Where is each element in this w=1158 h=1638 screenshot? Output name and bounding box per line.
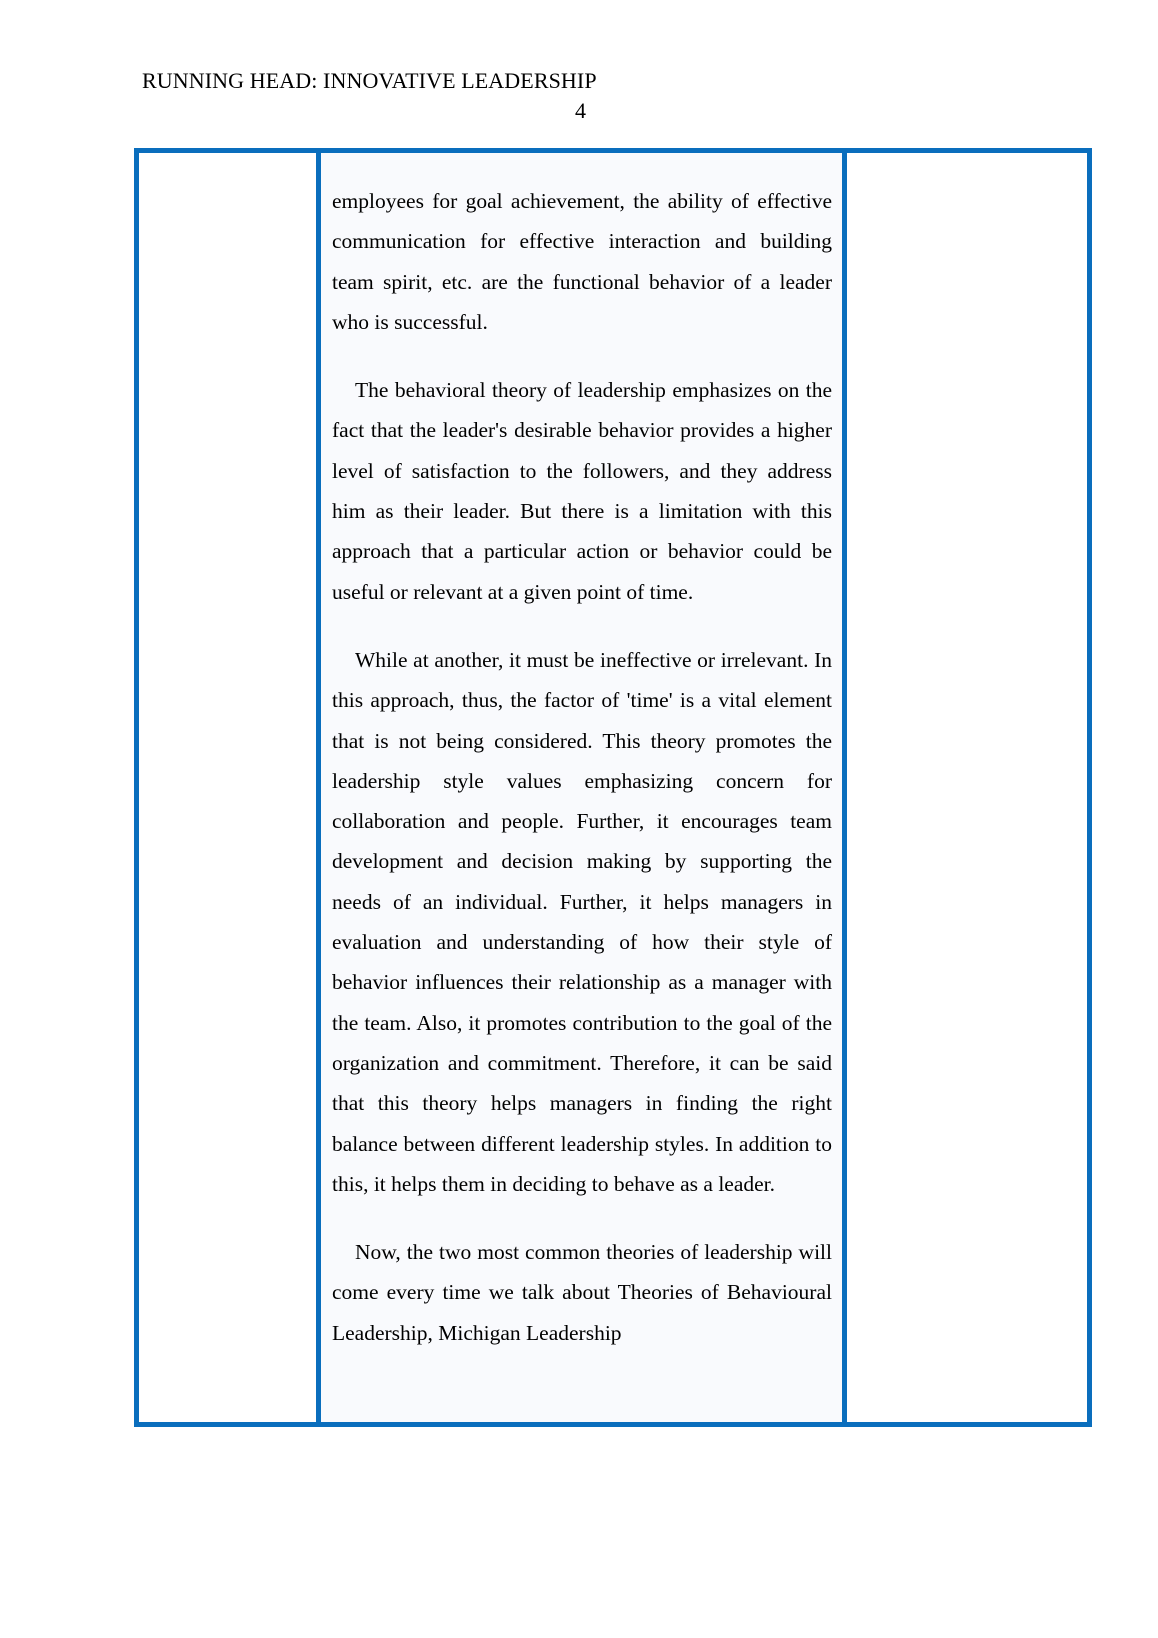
paragraph-continued: employees for goal achievement, the ability of effective communication for effective interaction and building team spirit, etc. are the functional behavior of a leader who is successful.	[332, 189, 832, 334]
bordered-table-frame	[134, 148, 1092, 1427]
right-empty-column	[842, 153, 1087, 1422]
paragraph-time-factor: While at another, it must be ineffective or irrelevant. In this approach, thus, the factor of 'time' is a vital element that is not being considered. This theory promotes the leadership style values emphasizing concern for collaboration and people. Further, it encourages team development and decision making by supporting the needs of an individual. Further, it helps managers in evaluation and understanding of how their style of behavior influences their relationship as a manager with the team. Also, it promotes contribution to the goal of the organization and commitment. Therefore, it can be said that this theory helps managers in finding the right balance between different leadership styles. In addition to this, it helps them in deciding to behave as a leader.	[332, 647, 832, 1196]
left-empty-column	[139, 153, 321, 1422]
page-number: 4	[575, 98, 586, 123]
paragraph-common-theories: Now, the two most common theories of leadership will come every time we talk about Theories of Behavioural Leadership, Michigan Leadership	[332, 1240, 832, 1345]
running-head: RUNNING HEAD: INNOVATIVE LEADERSHIP	[142, 68, 597, 93]
paragraph-behavioral-theory: The behavioral theory of leadership emphasizes on the fact that the leader's desirable behavior provides a higher level of satisfaction to the followers, and they address him as their leader. But there is a limitation with this approach that a particular action or behavior could be useful or relevant at a given point of time.	[332, 378, 832, 604]
body-text-column	[321, 153, 842, 1422]
